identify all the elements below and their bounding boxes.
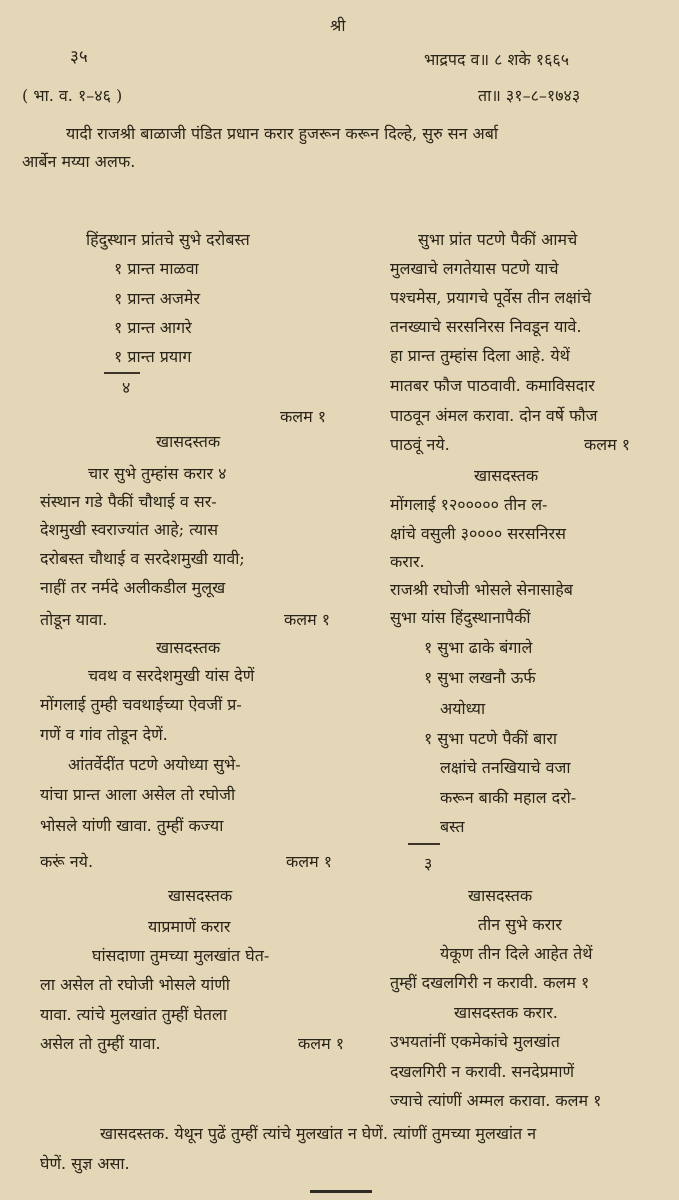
left-para-2-line: मोंगलाई तुम्ही चवथाईच्या ऐवजीं प्र- [40, 695, 242, 714]
left-para-2-line: यांचा प्रान्त आला असेल तो रघोजी [40, 785, 236, 804]
right-para-4-line: उभयतांनीं एकमेकांचे मुलखांत [390, 1032, 560, 1051]
right-item: लक्षांचे तनखियाचे वजा [440, 758, 571, 777]
sum-rule [104, 372, 140, 374]
left-subheading: याप्रमाणें करार [148, 917, 231, 936]
right-subheading: तीन सुभे करार [478, 915, 562, 934]
khasdastak-heading: खासदस्तक [156, 638, 221, 657]
right-para-1-line: पाठवून अंमल करावा. दोन वर्षे फौज [390, 406, 598, 425]
right-para-1-line: पश्चमेस, प्रयागचे पूर्वेस तीन लक्षांचे [390, 288, 592, 307]
footer-line-1: खासदस्तक. येथून पुढें तुम्हीं त्यांचे मुलखांत न घेणें. त्यांणीं तुमच्या मुलखांत न [100, 1124, 537, 1143]
left-item: १ प्रान्त प्रयाग [114, 347, 192, 366]
kalam-label: कलम १ [298, 1034, 345, 1053]
right-item: करून बाकी महाल दरो- [440, 788, 577, 807]
left-para-1-line: दरोबस्त चौथाई व सरदेशमुखी यावी; [40, 549, 245, 568]
reference: ( भा. व. १–४६ ) [22, 86, 123, 105]
left-para-1-line: नाहीं तर नर्मदे अलीकडील मुलूख [40, 578, 226, 597]
right-para-1-line: पाठवूं नये. [390, 435, 450, 454]
kalam-label: कलम १ [584, 435, 631, 454]
left-para-2-line: आंतर्वेदींत पटणे अयोध्या सुभे- [68, 755, 241, 774]
right-item: १ सुभा ढाके बंगाले [424, 638, 533, 657]
left-para-2-line: भोसले यांणी खावा. तुम्हीं कज्या [40, 816, 224, 835]
kalam-label: कलम १ [284, 610, 331, 629]
right-para-4-line: दखलगिरी न करावी. सनदेप्रमाणें [390, 1062, 575, 1081]
kalam-label: कलम १ [286, 852, 333, 871]
right-para-2-line: मोंगलाई १२००००० तीन ल- [390, 495, 548, 514]
left-para-1-line: देशमुखी स्वराज्यांत आहे; त्यास [40, 520, 219, 539]
intro-line-2: आर्बेन मय्या अलफ. [22, 152, 136, 171]
document-number: ३५ [70, 47, 88, 67]
left-para-3-line: ला असेल तो रघोजी भोसले यांणी [40, 975, 230, 994]
right-para-1-line: मुलखाचे लगतेयास पटणे याचे [390, 259, 559, 278]
left-para-3-line: यावा. त्यांचे मुलखांत तुम्हीं घेतला [40, 1005, 228, 1024]
left-para-1-line: तोडून यावा. [40, 610, 108, 629]
numeric-date: ता॥ ३१–८–१७४३ [478, 86, 581, 105]
right-para-2-line: करार. [390, 552, 425, 571]
right-item: १ सुभा लखनौ ऊर्फ [424, 668, 536, 687]
date-line: भाद्रपद व॥ ८ शके १६६५ [424, 50, 570, 69]
right-para-1-line: सुभा प्रांत पटणे पैकीं आमचे [418, 230, 578, 249]
right-item: १ सुभा पटणे पैकीं बारा [424, 729, 558, 748]
khasdastak-heading: खासदस्तक [168, 886, 233, 905]
right-total: ३ [424, 854, 433, 873]
footer-line-2: घेणें. सुज्ञ असा. [40, 1154, 130, 1173]
left-para-2-line: चवथ व सरदेशमुखी यांस देणें [88, 666, 255, 685]
left-para-3-line: घांसदाणा तुमच्या मुलखांत घेत- [92, 946, 270, 965]
right-para-1-line: तनख्याचे सरसनिरस निवडून यावे. [390, 317, 582, 336]
left-item: १ प्रान्त आगरे [114, 318, 192, 337]
shri-heading: श्री [330, 16, 346, 35]
khasdastak-heading: खासदस्तक [468, 886, 533, 905]
right-para-2-line: क्षांचे वसुली ३०००० सरसनिरस [390, 524, 566, 543]
right-para-3-line: येकूण तीन दिले आहेत तेथें [440, 944, 593, 963]
kalam-label: कलम १ [280, 407, 327, 426]
right-para-1-line: हा प्रान्त तुम्हांस दिला आहे. येथें [390, 346, 570, 365]
left-title: हिंदुस्थान प्रांतचे सुभे दरोबस्त [86, 230, 250, 249]
right-item: अयोध्या [440, 699, 486, 718]
left-para-1-line: संस्थान गडे पैकीं चौथाई व सर- [40, 492, 217, 511]
sum-rule [408, 843, 440, 845]
right-para-1-line: मातबर फौज पाठवावी. कमाविसदार [390, 376, 595, 395]
left-total: ४ [122, 378, 131, 397]
khasdastak-heading: खासदस्तक [474, 466, 539, 485]
right-para-2-line: सुभा यांस हिंदुस्थानापैकीं [390, 608, 531, 627]
right-para-4-line: ज्याचे त्यांणीं अम्मल करावा. कलम १ [390, 1091, 602, 1110]
left-item: १ प्रान्त अजमेर [114, 289, 200, 308]
right-para-2-line: राजश्री रघोजी भोसले सेनासाहेब [390, 580, 573, 599]
khasdastak-heading: खासदस्तक [156, 432, 221, 451]
khasdastak-heading: खासदस्तक करार. [454, 1003, 558, 1022]
right-para-3-line: तुम्हीं दखलगिरी न करावी. कलम १ [390, 973, 590, 992]
left-para-3-line: असेल तो तुम्हीं यावा. [40, 1034, 161, 1053]
left-para-2-line: गणें व गांव तोडून देणें. [40, 725, 168, 744]
left-item: १ प्रान्त माळवा [114, 259, 199, 278]
left-para-1-line: चार सुभे तुम्हांस करार ४ [88, 464, 227, 483]
right-item: बस्त [440, 817, 465, 836]
bottom-divider [310, 1190, 372, 1193]
intro-line-1: यादी राजश्री बाळाजी पंडित प्रधान करार हुजरून करून दिल्हे, सुरु सन अर्बा [66, 124, 499, 143]
left-para-2-line: करूं नये. [40, 852, 94, 871]
